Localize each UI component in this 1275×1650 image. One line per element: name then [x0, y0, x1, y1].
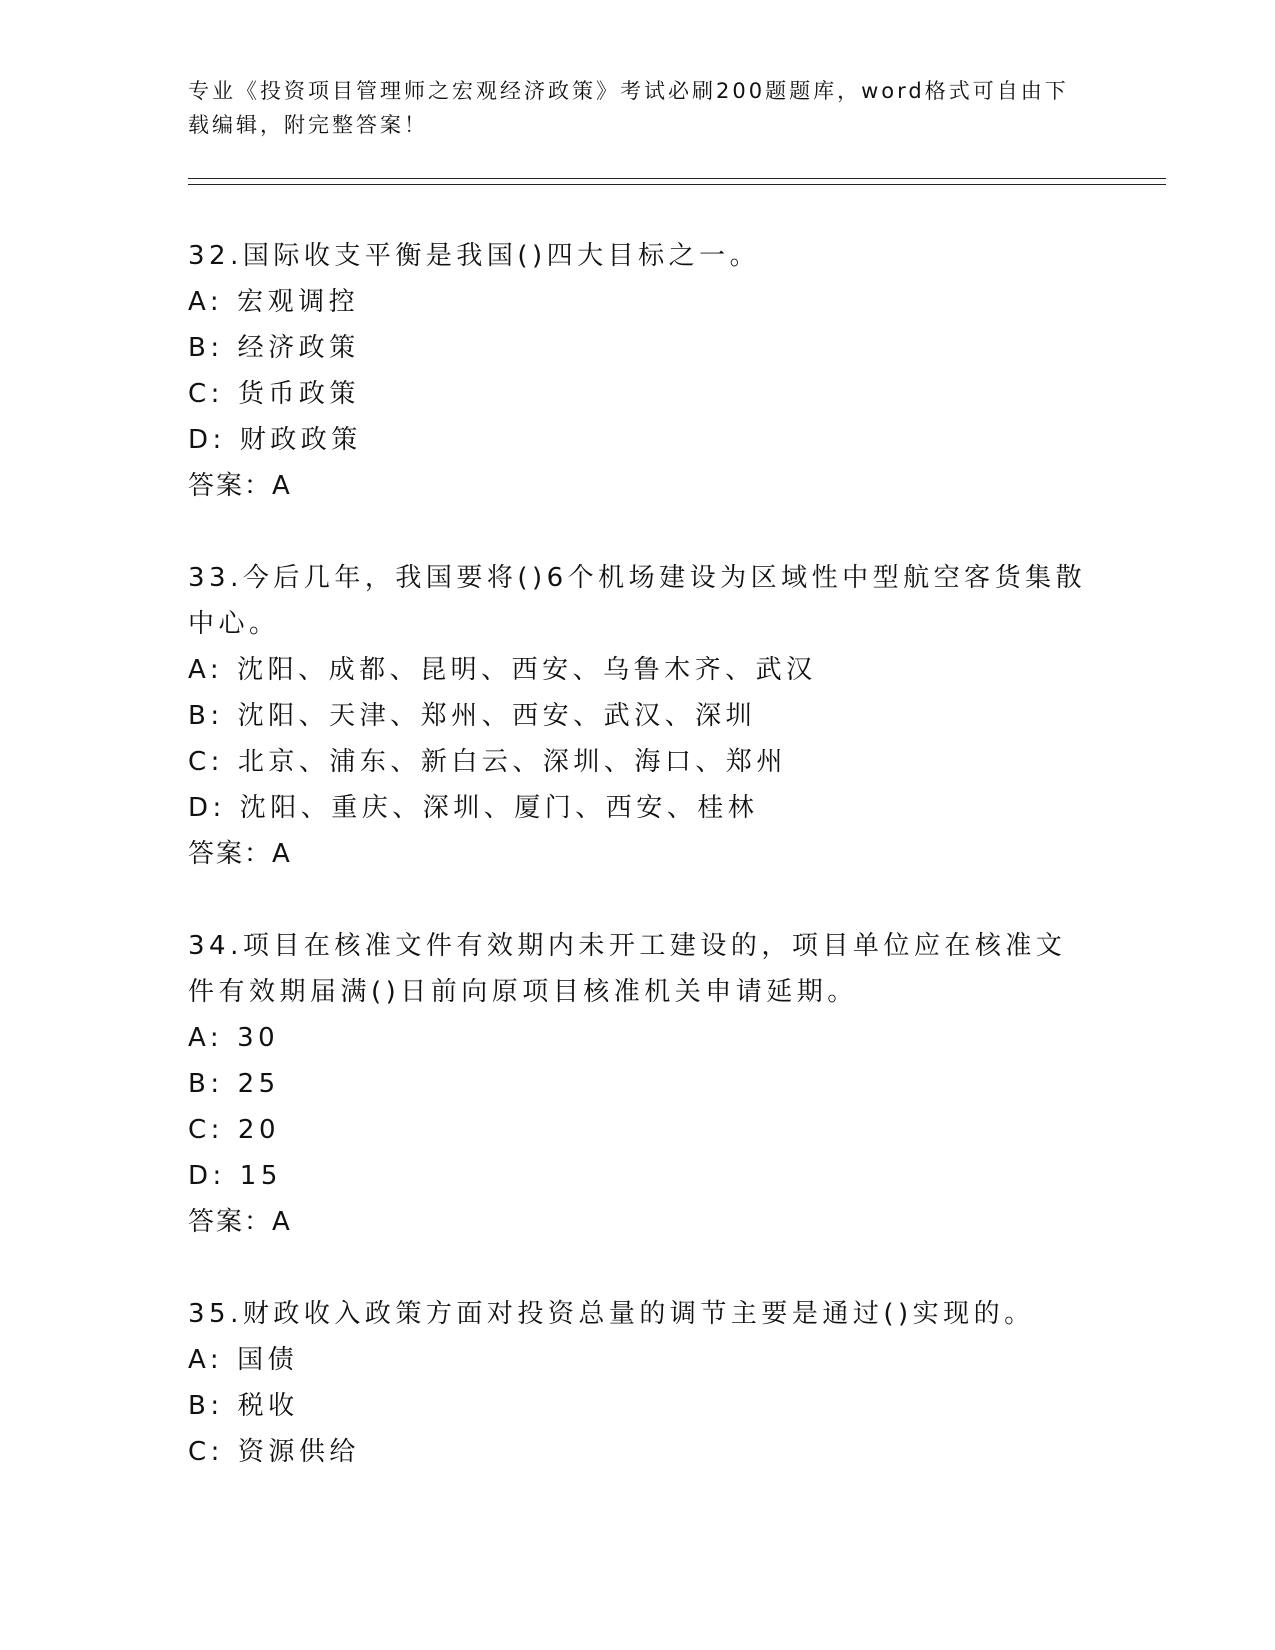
option-letter: D:: [188, 425, 226, 455]
question-list: [188, 233, 1088, 1521]
header-divider-bottom: [188, 184, 1166, 185]
option-letter: C:: [188, 1437, 224, 1467]
option-text: 税收: [237, 1391, 299, 1421]
option-text: 国债: [237, 1345, 299, 1375]
option-c: [188, 371, 1088, 417]
option-text: 沈阳、成都、昆明、西安、乌鲁木齐、武汉: [237, 655, 817, 685]
document-header: 专业《投资项目管理师之宏观经济政策》考试必刷200题题库，word格式可自由下载编辑，附完整答案！: [188, 79, 1069, 137]
question-35: [188, 1291, 1088, 1475]
answer-line: 答案：A: [188, 839, 292, 869]
option-b: [188, 325, 1088, 371]
option-a: [188, 279, 1088, 325]
option-letter: B:: [188, 701, 224, 731]
option-text: 宏观调控: [237, 287, 360, 317]
option-a: [188, 1337, 1088, 1383]
option-letter: B:: [188, 1391, 224, 1421]
option-letter: B:: [188, 333, 224, 363]
question-stem: 33.今后几年，我国要将()6个机场建设为区域性中型航空客货集散中心。: [188, 563, 1087, 639]
option-text: 沈阳、天津、郑州、西安、武汉、深圳: [237, 701, 757, 731]
option-c: [188, 739, 1088, 785]
question-34: [188, 923, 1088, 1245]
question-stem: 35.财政收入政策方面对投资总量的调节主要是通过()实现的。: [188, 1299, 1035, 1329]
option-letter: A:: [188, 655, 224, 685]
option-letter: C:: [188, 1115, 224, 1145]
option-text: 北京、浦东、新白云、深圳、海口、郑州: [237, 747, 787, 777]
option-text: 沈阳、重庆、深圳、厦门、西安、桂林: [239, 793, 759, 823]
answer-line: 答案：A: [188, 1207, 292, 1237]
option-b: [188, 693, 1088, 739]
option-text: 15: [239, 1161, 282, 1191]
option-text: 货币政策: [237, 379, 360, 409]
option-a: [188, 647, 1088, 693]
option-letter: A:: [188, 287, 224, 317]
option-a: [188, 1015, 1088, 1061]
option-letter: D:: [188, 1161, 226, 1191]
option-letter: B:: [188, 1069, 224, 1099]
option-text: 20: [237, 1115, 281, 1145]
question-stem: 34.项目在核准文件有效期内未开工建设的，项目单位应在核准文件有效期届满()日前向原项目核准机关申请延期。: [188, 931, 1067, 1007]
option-text: 财政政策: [239, 425, 362, 455]
option-letter: A:: [188, 1023, 224, 1053]
option-b: [188, 1383, 1088, 1429]
option-c: [188, 1429, 1088, 1475]
option-letter: C:: [188, 747, 224, 777]
option-d: [188, 417, 1088, 463]
header-divider-top: [188, 178, 1166, 179]
option-text: 经济政策: [237, 333, 360, 363]
option-d: [188, 1153, 1088, 1199]
question-32: [188, 233, 1088, 509]
option-letter: A:: [188, 1345, 224, 1375]
option-d: [188, 785, 1088, 831]
option-letter: C:: [188, 379, 224, 409]
option-c: [188, 1107, 1088, 1153]
question-33: [188, 555, 1088, 877]
option-text: 25: [237, 1069, 280, 1099]
question-stem: 32.国际收支平衡是我国()四大目标之一。: [188, 241, 761, 271]
option-letter: D:: [188, 793, 226, 823]
option-b: [188, 1061, 1088, 1107]
option-text: 30: [237, 1023, 280, 1053]
option-text: 资源供给: [237, 1437, 360, 1467]
answer-line: 答案：A: [188, 471, 292, 501]
